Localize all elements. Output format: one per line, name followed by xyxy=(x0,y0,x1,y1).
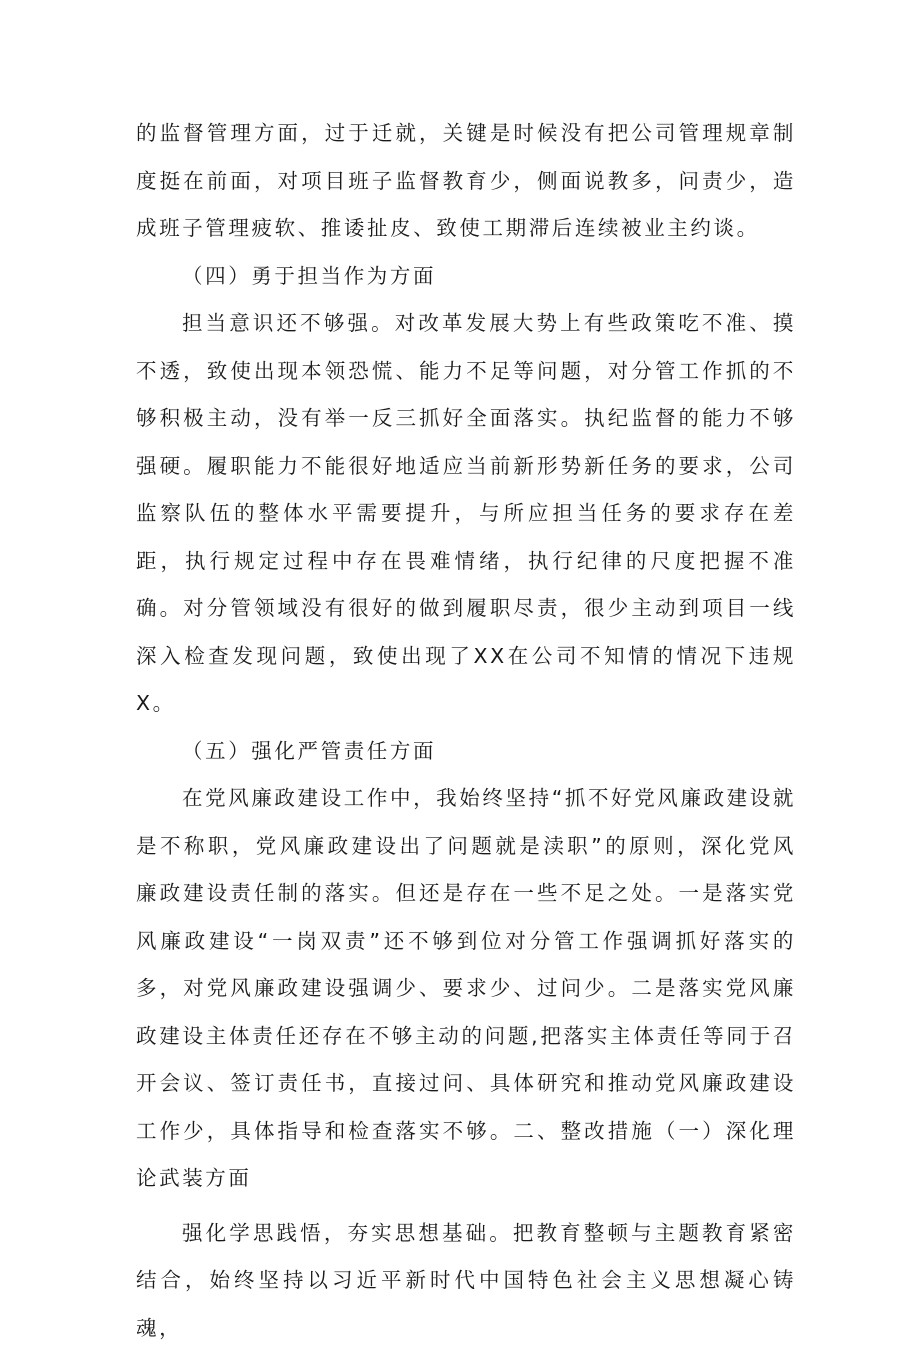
paragraph-supervision-continued: 的监督管理方面，过于迁就，关键是时候没有把公司管理规章制度挺在前面，对项目班子监督教育少，侧面说教多，问责少，造成班子管理疲软、推诿扯皮、致使工期滞后连续被业主约谈。 xyxy=(136,110,796,253)
section-heading-5: （五）强化严管责任方面 xyxy=(136,728,796,776)
paragraph-gap xyxy=(136,1203,796,1210)
paragraph-party-conduct: 在党风廉政建设工作中，我始终坚持“抓不好党风廉政建设就是不称职，党风廉政建设出了问题就是渎职”的原则，深化党风廉政建设责任制的落实。但还是存在一些不足之处。一是落实党风廉政建设“一岗双责”还不够到位对分管工作强调抓好落实的多，对党风廉政建设强调少、要求少、过问少。二是落实党风廉政建设主体责任还存在不够主动的问题,把落实主体责任等同于召开会议、签订责任书，直接过问、具体研究和推动党风廉政建设工作少，具体指导和检查落实不够。二、整改措施（一）深化理论武装方面 xyxy=(136,775,796,1203)
paragraph-study-practice: 强化学思践悟，夯实思想基础。把教育整顿与主题教育紧密结合，始终坚持以习近平新时代中国特色社会主义思想凝心铸魂， xyxy=(136,1210,796,1352)
document-body xyxy=(136,110,796,1352)
section-heading-4: （四）勇于担当作为方面 xyxy=(136,253,796,301)
paragraph-responsibility: 担当意识还不够强。对改革发展大势上有些政策吃不准、摸不透，致使出现本领恐慌、能力不足等问题，对分管工作抓的不够积极主动，没有举一反三抓好全面落实。执纪监督的能力不够强硬。履职能力不能很好地适应当前新形势新任务的要求，公司监察队伍的整体水平需要提升，与所应担当任务的要求存在差距，执行规定过程中存在畏难情绪，执行纪律的尺度把握不准确。对分管领域没有很好的做到履职尽责，很少主动到项目一线深入检查发现问题，致使出现了XX在公司不知情的情况下违规X。 xyxy=(136,300,796,728)
